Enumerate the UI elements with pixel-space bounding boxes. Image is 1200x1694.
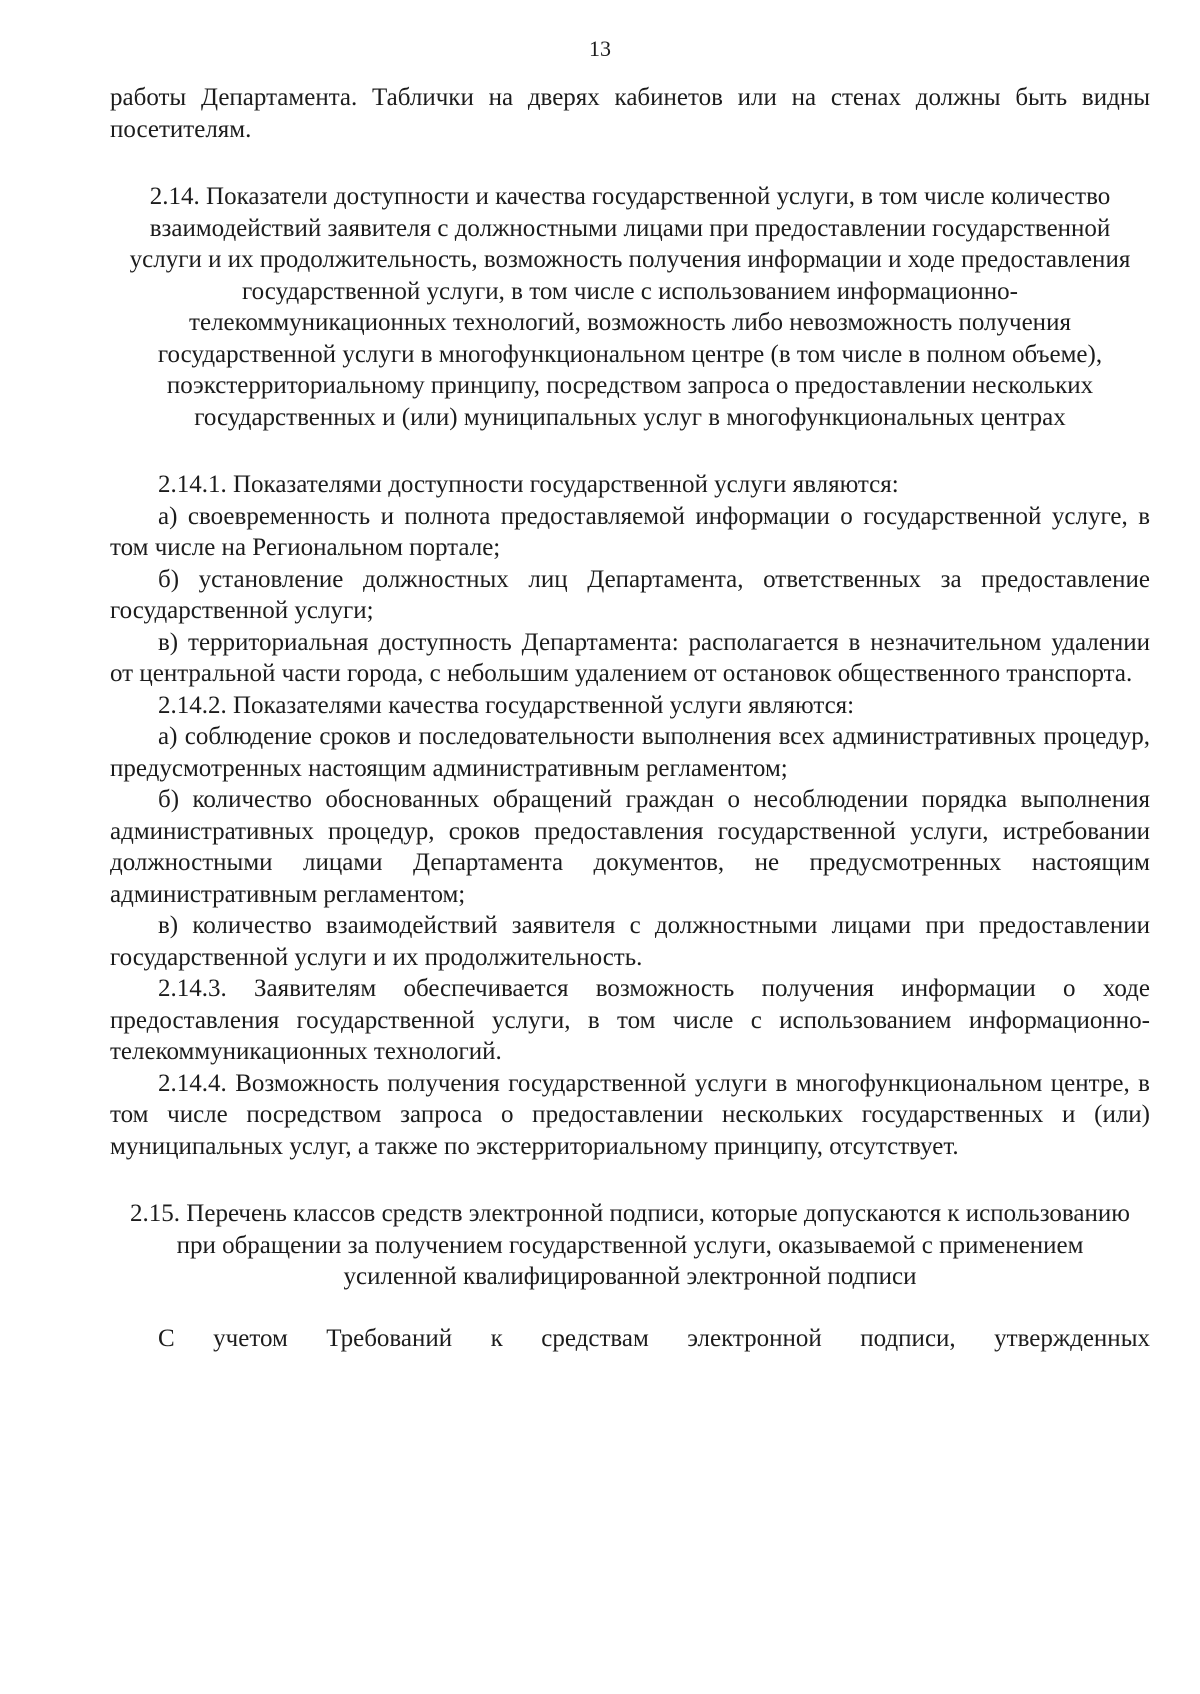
spacer xyxy=(110,1293,1150,1323)
section-heading-2-15: 2.15. Перечень классов средств электронной подписи, которые допускаются к использованию при обращении за получением государственной услуги, оказываемой с применением усиленной квалифицированной электронной подписи xyxy=(130,1200,1130,1290)
spacer xyxy=(110,433,1150,469)
paragraph-2-14-2: 2.14.2. Показателями качества государственной услуги являются: xyxy=(158,691,855,719)
paragraph-2-14-2-v: в) количество взаимодействий заявителя с должностными лицами при предоставлении государственной услуги и их продолжительность. xyxy=(110,912,1150,971)
document-body xyxy=(110,82,1150,1354)
page-number: 13 xyxy=(589,36,611,61)
paragraph-final: С учетом Требований к средствам электронной подписи, утвержденных xyxy=(158,1324,1150,1352)
paragraph-2-14-4: 2.14.4. Возможность получения государственной услуги в многофункциональном центре, в том числе посредством запроса о предоставлении нескольких государственных и (или) муниципальных услуг, а также по экстерриториальному принципу, отсутствует. xyxy=(110,1069,1150,1160)
spacer xyxy=(110,145,1150,181)
paragraph-2-14-1-v: в) территориальная доступность Департамента: располагается в незначительном удалении от центральной части города, с небольшим удалением от остановок общественного транспорта. xyxy=(110,628,1150,687)
paragraph-2-14-1: 2.14.1. Показателями доступности государственной услуги являются: xyxy=(158,471,899,498)
spacer xyxy=(110,1162,1150,1198)
paragraph-2-14-3: 2.14.3. Заявителям обеспечивается возможность получения информации о ходе предоставления государственной услуги, в том числе с использованием информационно-телекоммуникационных технологий. xyxy=(110,975,1150,1065)
paragraph-2-14-1-a: а) своевременность и полнота предоставляемой информации о государственной услуге, в том числе на Региональном портале; xyxy=(110,502,1150,561)
paragraph-2-14-2-b: б) количество обоснованных обращений граждан о несоблюдении порядка выполнения административных процедур, сроков предоставления государственной услуги, истребовании должностными лицами Департамента документов, не предусмотренных настоящим административным регламентом; xyxy=(110,786,1150,908)
paragraph-2-14-2-a: а) соблюдение сроков и последовательности выполнения всех административных процедур, предусмотренных настоящим административным регламентом; xyxy=(110,723,1150,782)
paragraph-2-14-1-b: б) установление должностных лиц Департамента, ответственных за предоставление государственной услуги; xyxy=(110,565,1150,624)
section-heading-2-14: 2.14. Показатели доступности и качества государственной услуги, в том числе количество взаимодействий заявителя с должностными лицами при предоставлении государственной услуги и их продолжительность, возможность получения информации и ходе предоставления государственной услуги, в том числе с использованием информационно-телекоммуникационных технологий, возможность либо невозможность получения государственной услуги в многофункциональном центре (в том числе в полном объеме), поэкстерриториальному принципу, посредством запроса о предоставлении нескольких государственных и (или) муниципальных услуг в многофункциональных центрах xyxy=(129,183,1131,431)
intro-paragraph: работы Департамента. Таблички на дверях кабинетов или на стенах должны быть видны посетителям. xyxy=(110,84,1150,143)
